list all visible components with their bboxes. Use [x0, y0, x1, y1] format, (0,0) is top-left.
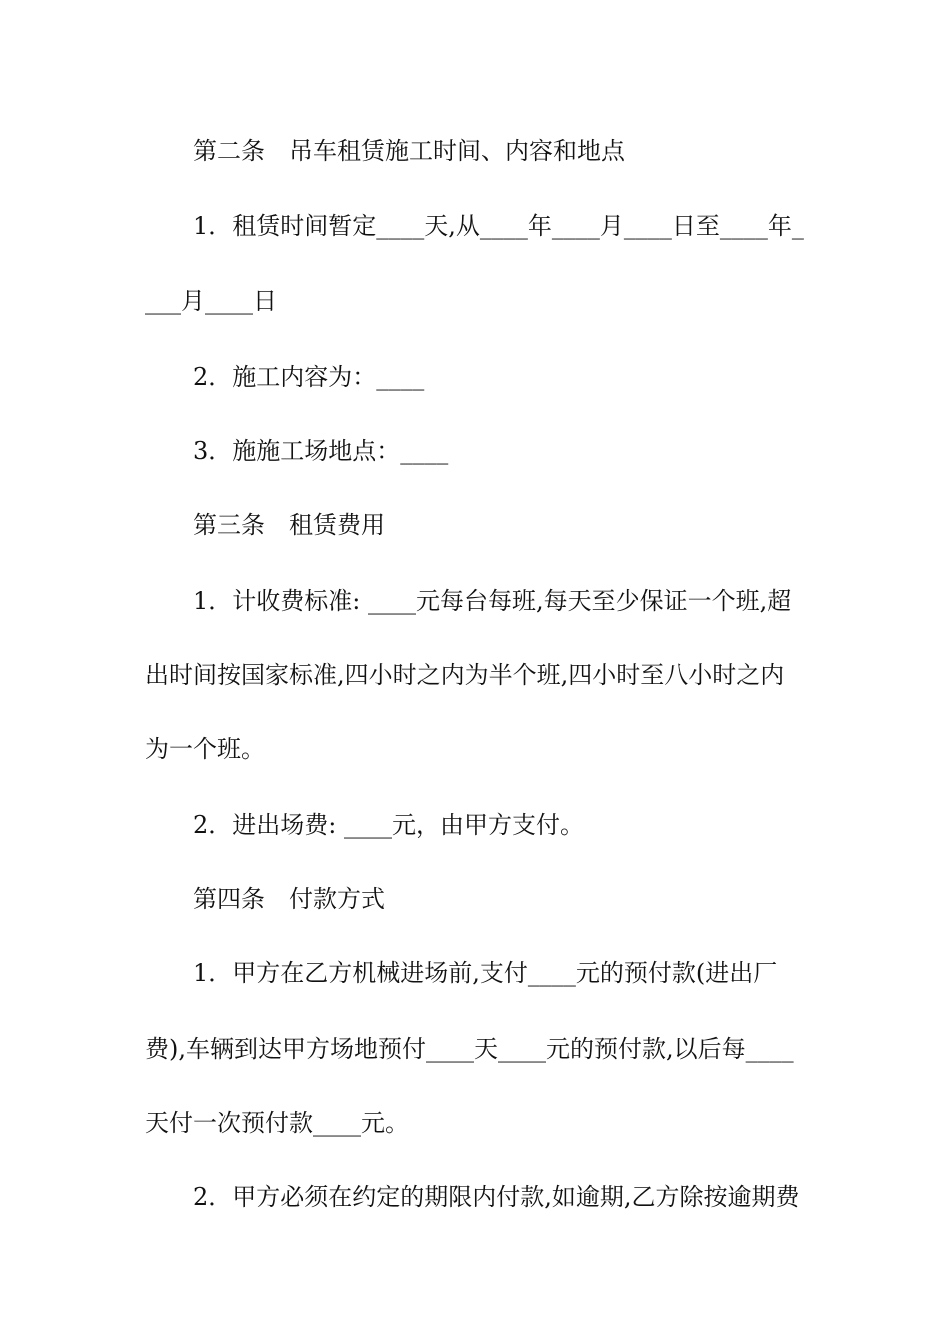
article-4-heading: 第四条 付款方式 — [193, 885, 385, 913]
article-3-item-1-line-1: 1．计收费标准: ____元每台每班,每天至少保证一个班,超 — [193, 587, 792, 615]
article-3-item-1-line-3: 为一个班。 — [145, 735, 265, 763]
article-3-heading: 第三条 租赁费用 — [193, 511, 385, 539]
article-3-item-1-line-2: 出时间按国家标准,四小时之内为半个班,四小时至八小时之内 — [145, 661, 785, 689]
article-4-item-1-line-2: 费),车辆到达甲方场地预付____天____元的预付款,以后每____ — [145, 1035, 794, 1063]
article-4-item-1-line-3: 天付一次预付款____元。 — [145, 1109, 409, 1137]
article-2-item-2: 2．施工内容为：____ — [193, 363, 425, 391]
article-2-item-1-line-1: 1．租赁时间暂定____天,从____年____月____日至____年_ — [193, 212, 804, 240]
article-2-heading: 第二条 吊车租赁施工时间、内容和地点 — [193, 137, 625, 165]
article-4-item-1-line-1: 1．甲方在乙方机械进场前,支付____元的预付款(进出厂 — [193, 959, 778, 987]
article-4-item-2-line-1: 2．甲方必须在约定的期限内付款,如逾期,乙方除按逾期费 — [193, 1183, 800, 1211]
article-2-item-1-line-2: ___月____日 — [145, 287, 277, 315]
article-2-item-3: 3．施施工场地点：____ — [193, 437, 449, 465]
article-3-item-2: 2．进出场费: ____元，由甲方支付。 — [193, 811, 584, 839]
